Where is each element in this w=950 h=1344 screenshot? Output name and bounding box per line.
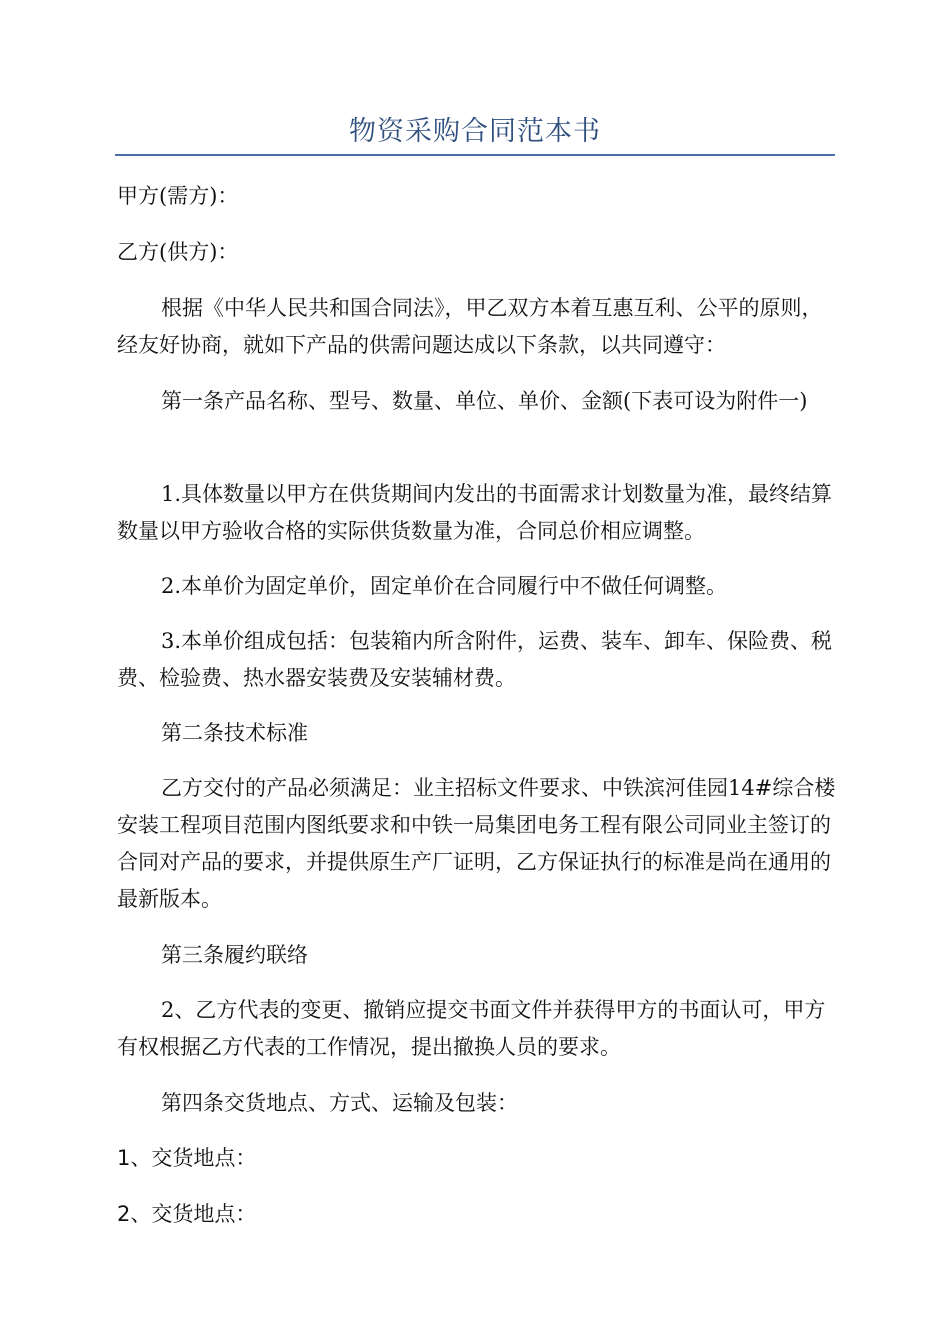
document-title: 物资采购合同范本书 — [349, 116, 601, 147]
delivery-location-2: 2、交货地点： — [117, 1202, 257, 1226]
delivery-location-1: 1、交货地点： — [117, 1146, 257, 1170]
article-2-body: 乙方交付的产品必须满足：业主招标文件要求、中铁滨河佳园14#综合楼安装工程项目范围内图纸要求和中铁一局集团电务工程有限公司同业主签订的合同对产品的要求，并提供原生产厂证明，乙方保证执行的标准是尚在通用的最新版本。 — [117, 776, 836, 911]
article-2-heading: 第二条技术标准 — [161, 721, 308, 745]
article-1-item-2: 2.本单价为固定单价，固定单价在合同履行中不做任何调整。 — [161, 574, 728, 598]
party-a-line: 甲方(需方)： — [117, 184, 239, 208]
article-1-item-3: 3.本单价组成包括：包装箱内所含附件，运费、装车、卸车、保险费、税费、检验费、热水器安装费及安装辅材费。 — [117, 629, 833, 690]
article-3-item-2: 2、乙方代表的变更、撤销应提交书面文件并获得甲方的书面认可，甲方有权根据乙方代表的工作情况，提出撤换人员的要求。 — [117, 998, 826, 1059]
title-underline — [115, 154, 835, 156]
article-4-heading: 第四条交货地点、方式、运输及包装： — [161, 1091, 518, 1115]
article-1-item-1: 1.具体数量以甲方在供货期间内发出的书面需求计划数量为准，最终结算数量以甲方验收合格的实际供货数量为准，合同总价相应调整。 — [117, 482, 833, 543]
intro-paragraph: 根据《中华人民共和国合同法》，甲乙双方本着互惠互利、公平的原则，经友好协商，就如下产品的供需问题达成以下条款，以共同遵守： — [117, 296, 823, 357]
article-1-heading: 第一条产品名称、型号、数量、单位、单价、金额(下表可设为附件一) — [161, 389, 808, 413]
party-b-line: 乙方(供方)： — [117, 240, 239, 264]
article-3-heading: 第三条履约联络 — [161, 943, 308, 967]
